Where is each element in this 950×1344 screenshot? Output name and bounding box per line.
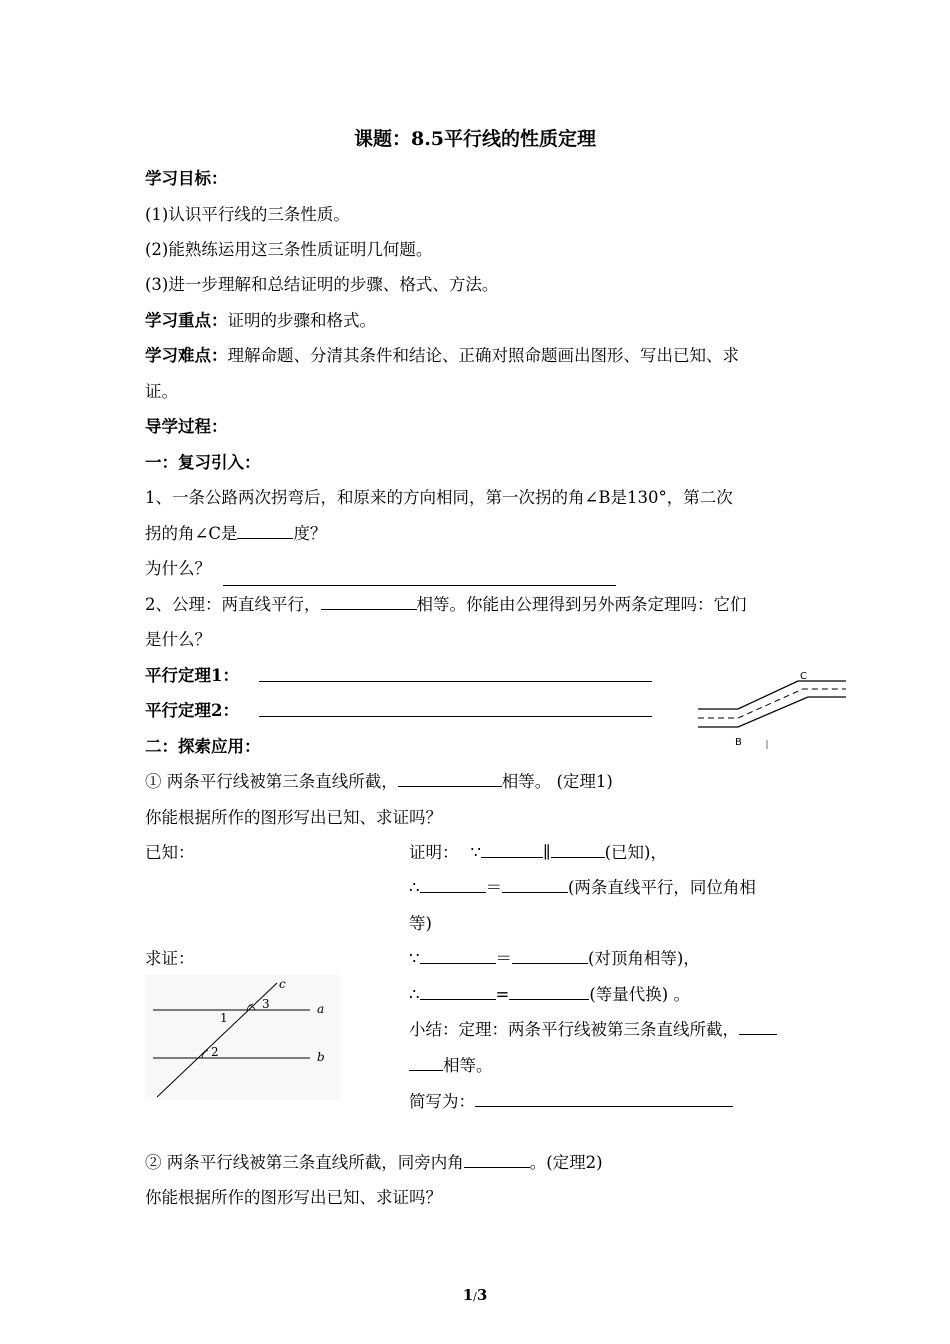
proof-label: 证明： — [409, 843, 459, 862]
proof-reason: (已知)， — [604, 843, 667, 862]
line-label-b: b — [317, 1050, 325, 1064]
page-sep: / — [473, 1290, 477, 1303]
total-pages: 3 — [476, 1286, 488, 1304]
prove-label: 求证： — [145, 949, 195, 968]
road-label-c: C — [800, 671, 807, 682]
equals-symbol: ＝ — [495, 949, 512, 968]
objectives-heading: 学习目标： — [145, 169, 228, 188]
proof-row-2 — [409, 874, 756, 898]
because-symbol: ∵ — [409, 949, 420, 968]
answer-blank[interactable] — [409, 1056, 443, 1071]
question2-line1 — [145, 591, 747, 615]
angle-label-3: 3 — [262, 997, 270, 1011]
section2-heading: 二：探索应用： — [145, 737, 261, 756]
because-symbol: ∵ — [470, 843, 481, 862]
ask-line: 你能根据所作的图形写出已知、求证吗？ — [145, 808, 442, 827]
angle-figure — [145, 975, 340, 1100]
answer-blank[interactable] — [475, 1092, 733, 1107]
answer-blank[interactable] — [237, 524, 293, 539]
proof-row-3 — [409, 945, 700, 969]
equals-symbol: ＝ — [485, 878, 502, 897]
ask-line-2: 你能根据所作的图形写出已知、求证吗？ — [145, 1188, 442, 1207]
angle-label-2: 2 — [211, 1045, 219, 1059]
proof-reason: (对顶角相等)， — [588, 949, 700, 968]
proof-row-4 — [409, 981, 690, 1005]
answer-blank[interactable] — [739, 1020, 777, 1035]
item1 — [145, 768, 613, 792]
question1-line1: 1、一条公路两次拐弯后，和原来的方向相同，第一次拐的角∠B是130°，第二次 — [145, 488, 733, 507]
page-title: 课题：8.5平行线的性质定理 — [353, 128, 597, 150]
objective-item: (3)进一步理解和总结证明的步骤、格式、方法。 — [145, 275, 499, 294]
answer-blank[interactable] — [321, 595, 417, 610]
answer-blank[interactable] — [464, 1153, 530, 1168]
item1-text-a: ① 两条平行线被第三条直线所截， — [145, 772, 398, 791]
theorem2-blank[interactable] — [259, 716, 652, 717]
answer-blank[interactable] — [481, 843, 543, 858]
question1-why: 为什么？ — [145, 559, 211, 578]
q1-text-b: 度？ — [293, 524, 327, 543]
item2-text-a: ② 两条平行线被第三条直线所截，同旁内角 — [145, 1153, 464, 1172]
objective-item: (2)能熟练运用这三条性质证明几何题。 — [145, 240, 433, 259]
answer-blank[interactable] — [398, 772, 502, 787]
line-label-c: c — [279, 977, 286, 991]
answer-blank[interactable] — [420, 878, 486, 893]
question1-line2 — [145, 520, 326, 544]
difficulty — [145, 342, 739, 366]
difficulty-cont: 证。 — [145, 382, 178, 401]
theorem1-label: 平行定理1： — [145, 666, 239, 685]
page-number — [0, 1286, 950, 1304]
theorem2-label: 平行定理2： — [145, 701, 239, 720]
known-label: 已知： — [145, 843, 195, 862]
short-form-row — [409, 1088, 733, 1112]
answer-blank[interactable] — [420, 985, 496, 1000]
answer-blank[interactable] — [502, 878, 568, 893]
summary-text-a: 小结：定理：两条平行线被第三条直线所截， — [409, 1020, 739, 1039]
answer-line[interactable] — [223, 585, 616, 586]
key-point-label: 学习重点： — [145, 311, 228, 330]
key-point-text: 证明的步骤和格式。 — [227, 311, 376, 330]
equals-symbol: = — [495, 985, 510, 1004]
answer-blank[interactable] — [509, 985, 589, 1000]
answer-blank[interactable] — [551, 843, 605, 858]
q2-text-b: 相等。你能由公理得到另外两条定理吗：它们 — [416, 595, 747, 614]
difficulty-label: 学习难点： — [145, 346, 228, 365]
proof-row-1 — [409, 839, 667, 863]
therefore-symbol: ∴ — [409, 985, 420, 1004]
answer-blank[interactable] — [512, 949, 588, 964]
angle-label-1: 1 — [220, 1011, 228, 1025]
parallel-symbol: ∥ — [543, 843, 551, 862]
road-label-b: B — [735, 737, 742, 748]
proof-reason: (两条直线平行，同位角相 — [568, 878, 756, 897]
summary-text-b: 相等。 — [443, 1056, 493, 1075]
question2-line2: 是什么？ — [145, 630, 211, 649]
item1-text-b: 相等。 (定理1) — [501, 772, 613, 791]
item2-text-b: 。(定理2) — [529, 1153, 603, 1172]
answer-blank[interactable] — [420, 949, 496, 964]
short-form-label: 简写为： — [409, 1092, 475, 1111]
theorem1-blank[interactable] — [259, 681, 652, 682]
proof-row-2-cont: 等) — [409, 914, 432, 933]
proof-reason: (等量代换) 。 — [589, 985, 690, 1004]
summary-row — [409, 1016, 777, 1040]
summary-row-cont — [409, 1052, 493, 1076]
item2 — [145, 1149, 603, 1173]
key-point — [145, 307, 376, 331]
difficulty-text: 理解命题、分清其条件和结论、正确对照命题画出图形、写出已知、求 — [227, 346, 739, 365]
line-label-a: a — [317, 1002, 325, 1016]
q2-text-a: 2、公理：两直线平行， — [145, 595, 321, 614]
q1-text-a: 拐的角∠C是 — [145, 524, 238, 543]
therefore-symbol: ∴ — [409, 878, 420, 897]
section1-heading: 一：复习引入： — [145, 453, 261, 472]
road-figure — [692, 665, 852, 755]
objective-item: (1)认识平行线的三条性质。 — [145, 205, 350, 224]
process-heading: 导学过程： — [145, 417, 228, 436]
current-page: 1 — [462, 1286, 474, 1304]
